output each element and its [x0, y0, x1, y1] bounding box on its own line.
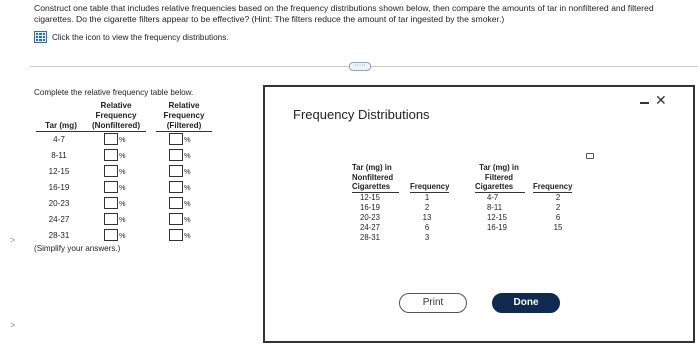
tar-range: 16-19	[360, 203, 380, 212]
simplify-note: (Simplify your answers.)	[34, 244, 121, 253]
minimize-icon[interactable]	[640, 102, 649, 104]
filtered-input[interactable]	[169, 181, 183, 193]
nonfiltered-input[interactable]	[104, 213, 118, 225]
tar-range: 28-31	[360, 233, 380, 242]
view-distributions-link[interactable]	[34, 30, 229, 44]
tar-range: 24-27	[360, 223, 380, 232]
tar-range: 24-27	[48, 215, 70, 224]
nonfiltered-input[interactable]	[104, 133, 118, 145]
percent-symbol: %	[119, 151, 126, 160]
tar-range: 4-7	[53, 135, 65, 144]
close-icon[interactable]: ✕	[655, 92, 667, 108]
tar-range: 16-19	[48, 183, 70, 192]
copy-data-icon[interactable]	[586, 153, 594, 159]
percent-symbol: %	[119, 135, 126, 144]
nonfiltered-input[interactable]	[104, 181, 118, 193]
filtered-table: Tar (mg) in Filtered Cigarettes Frequency 4-7 2 8-11 2 12-15 6 16-19 15	[475, 163, 573, 232]
frequency-value: 6	[424, 223, 430, 232]
percent-symbol: %	[119, 183, 126, 192]
percent-symbol: %	[184, 215, 191, 224]
tar-range: 28-31	[48, 231, 70, 240]
frequency-value: 3	[424, 233, 430, 242]
tar-range: 16-19	[487, 223, 507, 232]
percent-symbol: %	[184, 199, 191, 208]
question-text: Construct one table that includes relative frequencies based on the frequency distributions shown below, then compare the amounts of tar in nonfiltered and filtered cigarettes. Do the cigarette filters appear to be effective? (Hint: The filters reduce the amount of tar ingested by the smoker.)	[34, 3, 654, 24]
nonfiltered-input[interactable]	[104, 165, 118, 177]
frequency-value: 2	[555, 203, 561, 212]
print-button[interactable]: Print	[399, 293, 467, 313]
header-filtered: Relative Frequency (Filtered)	[156, 101, 212, 132]
frequency-value: 2	[424, 203, 430, 212]
frequency-value: 1	[424, 193, 430, 202]
nonfiltered-input[interactable]	[104, 149, 118, 161]
filtered-input[interactable]	[169, 149, 183, 161]
percent-symbol: %	[119, 167, 126, 176]
percent-symbol: %	[119, 215, 126, 224]
instruction-text: Complete the relative frequency table below.	[34, 88, 194, 97]
header-nonfiltered: Relative Frequency (Nonfiltered)	[86, 101, 146, 132]
more-options-button[interactable]: ·····	[349, 62, 371, 71]
tar-range: 8-11	[51, 151, 67, 160]
frequency-distributions-dialog	[263, 85, 695, 343]
filtered-input[interactable]	[169, 213, 183, 225]
frequency-value: 2	[555, 193, 561, 202]
table-icon[interactable]	[34, 31, 47, 43]
nonfiltered-input[interactable]	[104, 197, 118, 209]
view-distributions-text[interactable]: Click the icon to view the frequency distributions.	[52, 32, 229, 42]
frequency-header: Frequency	[533, 182, 573, 191]
header-tar: Tar (mg)	[36, 121, 86, 132]
filtered-input[interactable]	[169, 229, 183, 241]
tar-range: 8-11	[487, 203, 503, 212]
filtered-input[interactable]	[169, 197, 183, 209]
frequency-value: 13	[422, 213, 432, 222]
expand-arrow-icon[interactable]: >	[10, 235, 16, 245]
frequency-value: 6	[555, 213, 561, 222]
tar-range: 12-15	[48, 167, 70, 176]
tar-range: 12-15	[360, 193, 380, 202]
percent-symbol: %	[119, 231, 126, 240]
tar-range: 20-23	[48, 199, 70, 208]
tar-range: 12-15	[487, 213, 507, 222]
dialog-title: Frequency Distributions	[293, 107, 430, 122]
percent-symbol: %	[184, 135, 191, 144]
filtered-input[interactable]	[169, 133, 183, 145]
filtered-input[interactable]	[169, 165, 183, 177]
percent-symbol: %	[184, 183, 191, 192]
done-button[interactable]: Done	[492, 293, 560, 313]
percent-symbol: %	[119, 199, 126, 208]
nonfiltered-table: Tar (mg) in Nonfiltered Cigarettes Frequency 12-15 1 16-19 2 20-23 13 24-27 6 28-31 3	[352, 163, 450, 242]
tar-range: 20-23	[360, 213, 380, 222]
frequency-header: Frequency	[410, 182, 450, 191]
tar-range: 4-7	[487, 193, 499, 202]
percent-symbol: %	[184, 151, 191, 160]
percent-symbol: %	[184, 167, 191, 176]
nonfiltered-input[interactable]	[104, 229, 118, 241]
expand-arrow-icon[interactable]: >	[10, 320, 16, 330]
percent-symbol: %	[184, 231, 191, 240]
frequency-value: 15	[553, 223, 563, 232]
